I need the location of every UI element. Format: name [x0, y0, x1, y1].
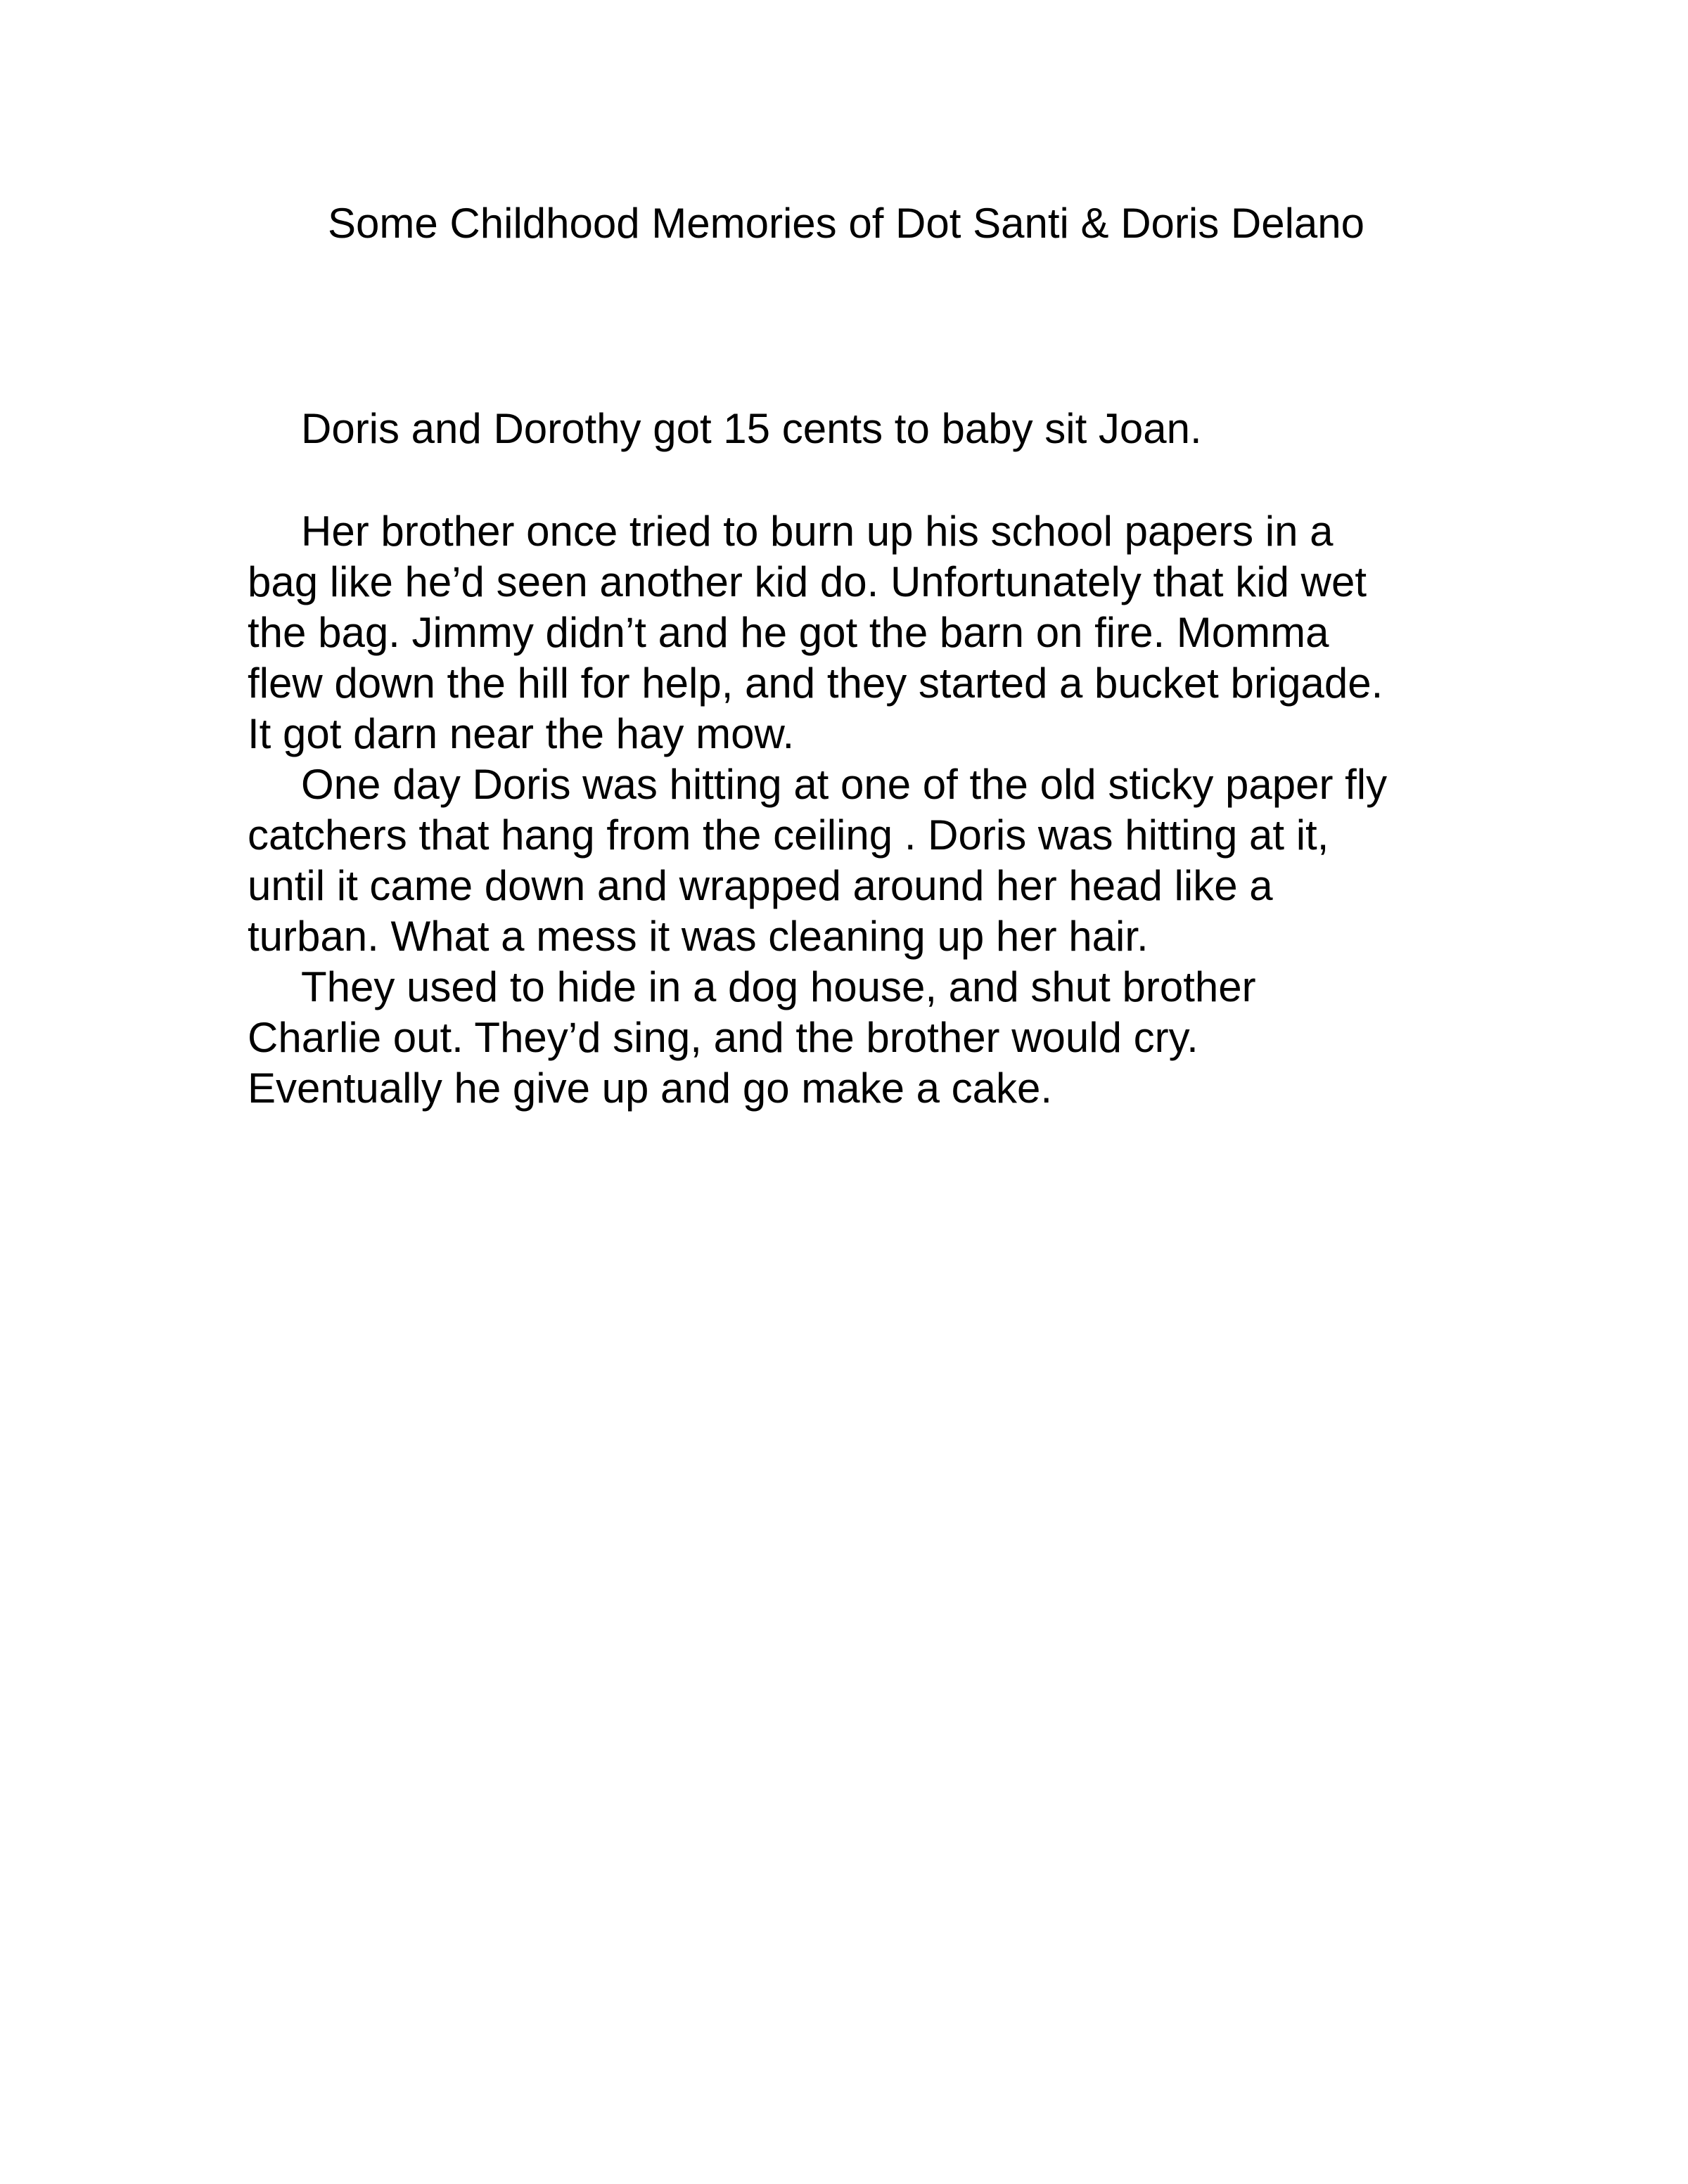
paragraph-line: turban. What a mess it was cleaning up her hair. — [248, 913, 1149, 960]
document-title: Some Childhood Memories of Dot Santi & Doris Delano — [328, 200, 1365, 247]
paragraph-line: One day Doris was hitting at one of the old sticky paper fly — [301, 761, 1388, 808]
paragraph-line: Her brother once tried to burn up his school papers in a — [301, 508, 1334, 555]
paragraph-line: until it came down and wrapped around her head like a — [248, 862, 1273, 909]
paragraph-dog-house — [248, 962, 1457, 1114]
paragraph-babysitting: Doris and Dorothy got 15 cents to baby sit Joan. — [301, 405, 1202, 452]
paragraph-fly-catcher — [248, 759, 1457, 962]
paragraph-line: It got darn near the hay mow. — [248, 710, 795, 757]
paragraph-line: flew down the hill for help, and they started a bucket brigade. — [248, 660, 1383, 707]
paragraph-line: catchers that hang from the ceiling . Doris was hitting at it, — [248, 811, 1329, 859]
story-paragraphs — [248, 506, 1457, 1114]
paragraph-line: Charlie out. They’d sing, and the brother would cry. — [248, 1014, 1198, 1061]
paragraph-line: bag like he’d seen another kid do. Unfortunately that kid wet — [248, 558, 1367, 605]
paragraph-line: the bag. Jimmy didn’t and he got the barn on fire. Momma — [248, 609, 1329, 656]
paragraph-line: They used to hide in a dog house, and shut brother — [301, 963, 1256, 1010]
paragraph-line: Eventually he give up and go make a cake. — [248, 1065, 1053, 1112]
paragraph-barn-fire — [248, 506, 1457, 759]
